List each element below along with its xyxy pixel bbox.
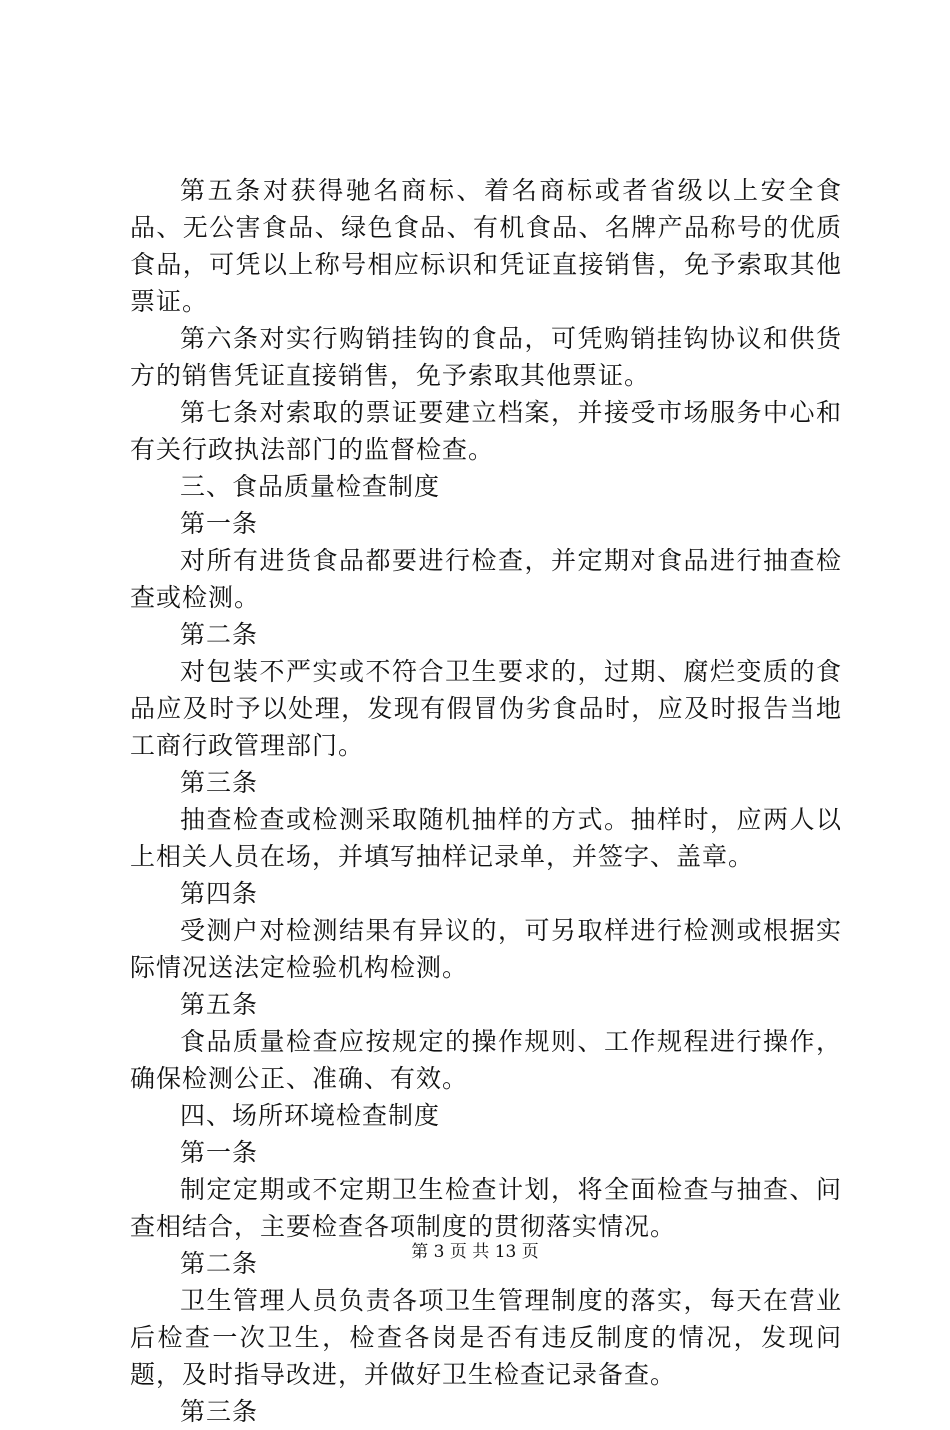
article-heading: 第二条 xyxy=(180,620,259,649)
paragraph: 对所有进货食品都要进行检查，并定期对食品进行抽查检查或检测。 xyxy=(130,546,842,612)
article-heading: 第四条 xyxy=(180,879,259,908)
paragraph: 制定定期或不定期卫生检查计划，将全面检查与抽查、问查相结合，主要检查各项制度的贯彻落实情况。 xyxy=(130,1175,842,1241)
article-heading: 第三条 xyxy=(180,768,259,797)
paragraph: 食品质量检查应按规定的操作规则、工作规程进行操作，确保检测公正、准确、有效。 xyxy=(130,1027,842,1093)
paragraph: 对包装不严实或不符合卫生要求的，过期、腐烂变质的食品应及时予以处理，发现有假冒伪劣食品时，应及时报告当地工商行政管理部门。 xyxy=(130,657,842,760)
article-heading: 第三条 xyxy=(180,1397,259,1426)
article-heading: 第一条 xyxy=(180,1138,259,1167)
paragraph: 受测户对检测结果有异议的，可另取样进行检测或根据实际情况送法定检验机构检测。 xyxy=(130,916,842,982)
paragraph-article-5: 第五条对获得驰名商标、着名商标或者省级以上安全食品、无公害食品、绿色食品、有机食品、名牌产品称号的优质食品，可凭以上称号相应标识和凭证直接销售，免予索取其他票证。 xyxy=(130,176,842,316)
paragraph: 卫生管理人员负责各项卫生管理制度的落实，每天在营业后检查一次卫生，检查各岗是否有违反制度的情况，发现问题，及时指导改进，并做好卫生检查记录备查。 xyxy=(130,1286,842,1389)
paragraph: 抽查检查或检测采取随机抽样的方式。抽样时，应两人以上相关人员在场，并填写抽样记录单，并签字、盖章。 xyxy=(130,805,842,871)
page-number-footer: 第 3 页 共 13 页 xyxy=(411,1242,539,1262)
section-heading-environment: 四、场所环境检查制度 xyxy=(180,1101,441,1130)
article-heading: 第一条 xyxy=(180,509,259,538)
section-heading-food-quality: 三、食品质量检查制度 xyxy=(180,472,441,501)
paragraph-article-6: 第六条对实行购销挂钩的食品，可凭购销挂钩协议和供货方的销售凭证直接销售，免予索取其他票证。 xyxy=(130,324,842,390)
article-heading: 第二条 xyxy=(180,1249,259,1278)
article-heading: 第五条 xyxy=(180,990,259,1019)
paragraph-article-7: 第七条对索取的票证要建立档案，并接受市场服务中心和有关行政执法部门的监督检查。 xyxy=(130,398,842,464)
